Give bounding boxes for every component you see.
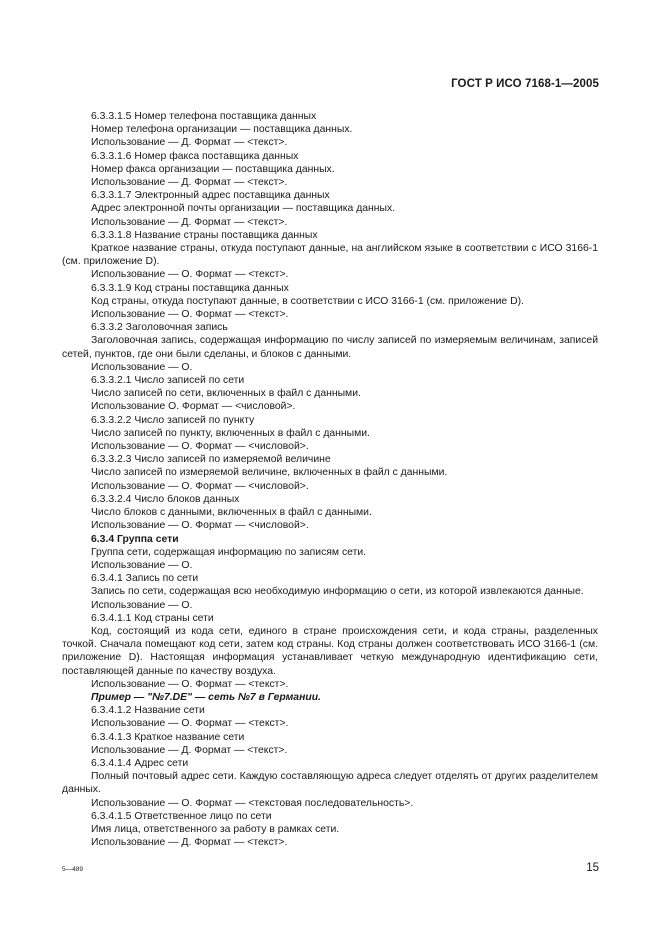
paragraph: 6.3.4 Группа сети xyxy=(91,533,179,545)
paragraph: Число записей по измеряемой величине, включенных в файл с данными. xyxy=(91,467,448,479)
paragraph: Группа сети, содержащая информацию по записям сети. xyxy=(91,546,367,558)
paragraph: Использование — О. Формат — <текст>. xyxy=(91,309,289,321)
paragraph: 6.3.3.2 Заголовочная запись xyxy=(91,322,228,334)
paragraph: 6.3.3.2.2 Число записей по пункту xyxy=(91,414,255,426)
document-body xyxy=(62,110,598,849)
paragraph: Запись по сети, содержащая всю необходимую информацию о сети, из которой извлекаются данные. xyxy=(91,586,584,598)
paragraph: Использование — Д. Формат — <текст>. xyxy=(91,137,288,149)
paragraph: Номер факса организации — поставщика данных. xyxy=(91,163,335,175)
paragraph: Использование — О. xyxy=(91,559,193,571)
paragraph: Использование — Д. Формат — <текст>. xyxy=(91,744,288,756)
paragraph: 6.3.4.1.4 Адрес сети xyxy=(91,757,189,769)
paragraph: Заголовочная запись, содержащая информацию по числу записей по измеряемым величинам, записей сетей, пунктов, где они были сделаны, и блоков с данными. xyxy=(62,335,598,360)
paragraph: 6.3.4.1.3 Краткое название сети xyxy=(91,731,245,743)
paragraph: 6.3.3.1.7 Электронный адрес поставщика данных xyxy=(91,190,330,202)
paragraph: Число записей по пункту, включенных в файл с данными. xyxy=(91,427,370,439)
paragraph: Использование — О. Формат — <текст>. xyxy=(91,269,289,281)
paragraph: Полный почтовый адрес сети. Каждую составляющую адреса следует отделять от других разделителем данных. xyxy=(62,771,598,796)
paragraph: 6.3.3.1.8 Название страны поставщика данных xyxy=(91,229,318,241)
paragraph: Использование — Д. Формат — <текст>. xyxy=(91,177,288,189)
paragraph: Использование О. Формат — <числовой>. xyxy=(91,401,296,413)
paragraph: Использование — Д. Формат — <текст>. xyxy=(91,216,288,228)
paragraph: Номер телефона организации — поставщика данных. xyxy=(91,124,353,136)
paragraph: Использование — О. xyxy=(91,361,193,373)
paragraph: Использование — О. Формат — <текстовая последовательность>. xyxy=(91,797,414,809)
paragraph: 6.3.3.1.5 Номер телефона поставщика данных xyxy=(91,111,317,122)
paragraph: Использование — Д. Формат — <текст>. xyxy=(91,837,288,849)
paragraph: Число блоков с данными, включенных в файл с данными. xyxy=(91,507,372,519)
paragraph: 6.3.3.2.4 Число блоков данных xyxy=(91,493,240,505)
paragraph: Использование — О. Формат — <текст>. xyxy=(91,678,289,690)
paragraph: Использование — О. Формат — <числовой>. xyxy=(91,441,309,453)
paragraph: Код страны, откуда поступают данные, в соответствии с ИСО 3166-1 (см. приложение D). xyxy=(91,295,524,307)
paragraph: Адрес электронной почты организации — поставщика данных. xyxy=(91,203,396,215)
paragraph: Краткое название страны, откуда поступают данные, на английском языке в соответствии с ИСО 3166-1 (см. приложение D). xyxy=(62,243,598,268)
paragraph: Имя лица, ответственного за работу в рамках сети. xyxy=(91,823,340,835)
paragraph: 6.3.4.1 Запись по сети xyxy=(91,573,199,585)
paragraph: 6.3.4.1.1 Код страны сети xyxy=(91,612,214,624)
paragraph: Использование — О. Формат — <текст>. xyxy=(91,718,289,730)
paragraph: Использование — О. Формат — <числовой>. xyxy=(91,520,309,532)
page-number: 15 xyxy=(586,862,599,874)
document-header: ГОСТ Р ИСО 7168-1—2005 xyxy=(451,78,599,90)
paragraph: Пример — "№7.DE" — сеть №7 в Германии. xyxy=(91,691,321,703)
paragraph: 6.3.3.1.9 Код страны поставщика данных xyxy=(91,282,289,294)
paragraph: 6.3.3.1.6 Номер факса поставщика данных xyxy=(91,150,299,162)
paragraph: 6.3.4.1.2 Название сети xyxy=(91,705,205,717)
print-code: 5—489 xyxy=(62,866,83,873)
paragraph: Использование — О. xyxy=(91,599,193,611)
paragraph: 6.3.3.2.3 Число записей по измеряемой величине xyxy=(91,454,331,466)
paragraph: Использование — О. Формат — <числовой>. xyxy=(91,480,309,492)
paragraph: Число записей по сети, включенных в файл с данными. xyxy=(91,388,361,400)
paragraph: Код, состоящий из кода сети, единого в стране происхождения сети, и кода страны, разделенных точкой. Сначала помещают код сети, затем код страны. Код страны должен соответствовать ИСО 3166-1 (см. приложение D). Настоящая информация устанавливает четкую международную идентификацию сети, поставляющей данные по качеству воздуха. xyxy=(62,625,598,677)
paragraph: 6.3.4.1.5 Ответственное лицо по сети xyxy=(91,810,272,822)
paragraph: 6.3.3.2.1 Число записей по сети xyxy=(91,375,245,387)
